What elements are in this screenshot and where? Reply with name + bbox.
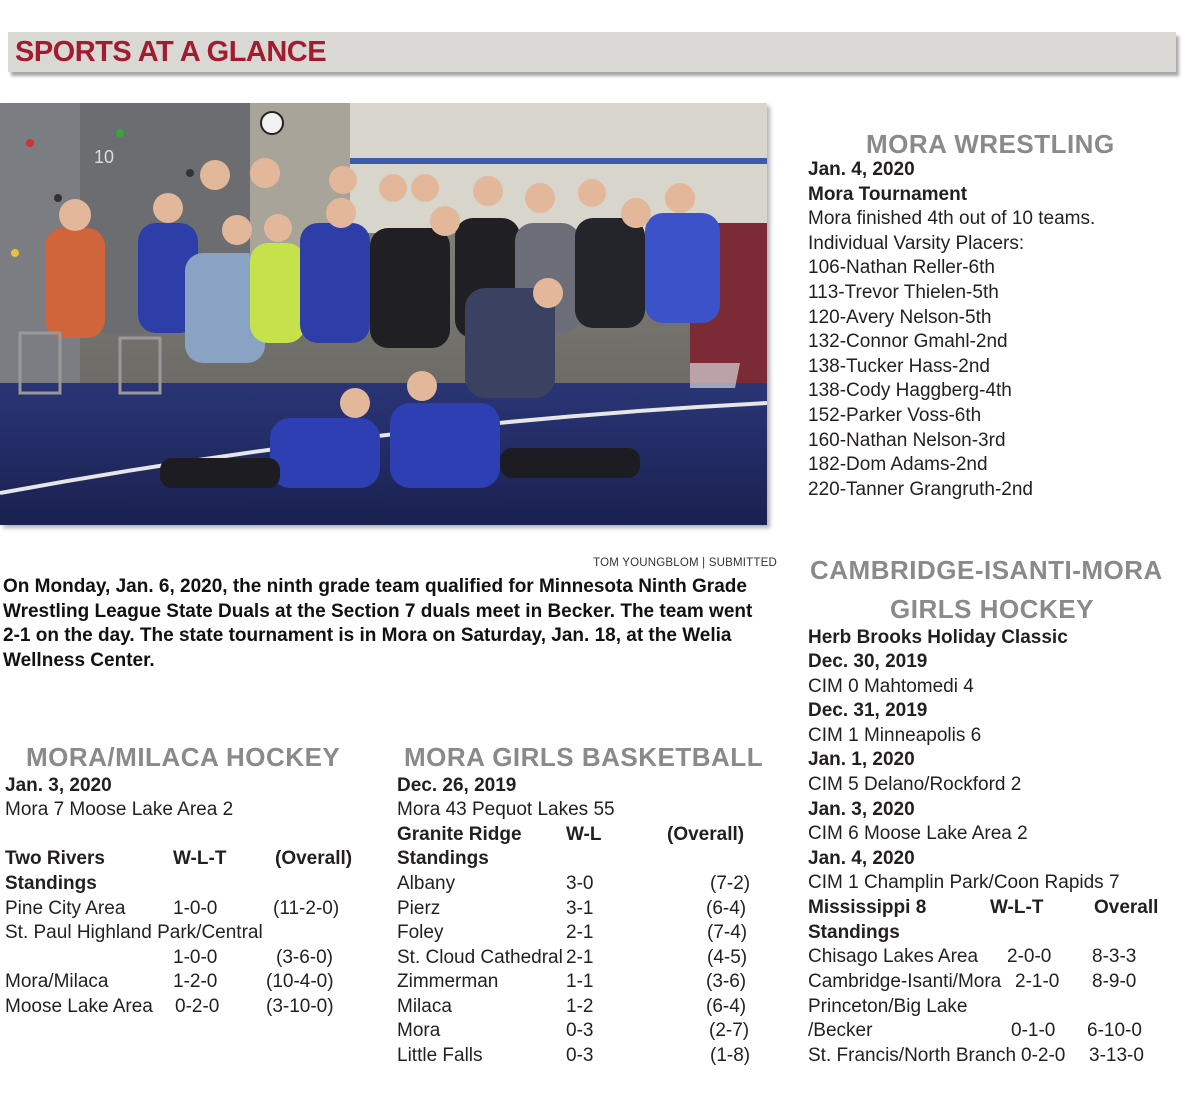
standings-overall: (11-2-0) <box>273 898 340 919</box>
standings-team: Pine City Area <box>5 898 126 919</box>
standings-team: St. Cloud Cathedral <box>397 947 563 968</box>
photo-caption: On Monday, Jan. 6, 2020, the ninth grade team qualified for Minnesota Ninth Grade Wrestling League State Duals at the Section 7 duals meet in Becker. The team went 2-1 on the day. The state tournament is in Mora on Saturday, Jan. 18, at the Welia Wellness Center. <box>3 576 753 671</box>
boys-hockey-result: Mora 7 Moose Lake Area 2 <box>5 799 234 820</box>
standings-overall: 8-3-3 <box>1092 946 1137 967</box>
section-banner <box>8 32 1176 72</box>
standings-record: 3-1 <box>566 898 594 919</box>
placer-item: 220-Tanner Grangruth-2nd <box>808 479 1033 500</box>
placer-item: 152-Parker Voss-6th <box>808 405 982 426</box>
boys-hockey-date: Jan. 3, 2020 <box>5 775 112 796</box>
placer-item: 160-Nathan Nelson-3rd <box>808 430 1006 451</box>
game-result: CIM 5 Delano/Rockford 2 <box>808 774 1022 795</box>
boys-hockey-standings-title: Two Rivers <box>5 848 105 869</box>
girls-hockey-title-line1: CAMBRIDGE-ISANTI-MORA <box>810 555 1163 585</box>
standings-team: Chisago Lakes Area <box>808 946 979 967</box>
basketball-record-header: W-L <box>566 824 602 845</box>
standings-overall: 3-13-0 <box>1089 1045 1144 1066</box>
boys-hockey-record-header: W-L-T <box>173 848 227 869</box>
placer-item: 120-Avery Nelson-5th <box>808 307 992 328</box>
standings-record: 0-3 <box>566 1045 594 1066</box>
basketball-result: Mora 43 Pequot Lakes 55 <box>397 799 615 820</box>
basketball-overall-header: (Overall) <box>667 824 745 845</box>
standings-record: 1-2 <box>566 996 594 1017</box>
girls-hockey-standings-title: Mississippi 8 <box>808 897 927 918</box>
game-date: Jan. 1, 2020 <box>808 749 915 770</box>
basketball-title: MORA GIRLS BASKETBALL <box>404 742 764 772</box>
placer-item: 138-Tucker Hass-2nd <box>808 356 990 377</box>
girls-hockey-standings-sub: Standings <box>808 922 900 943</box>
standings-team: /Becker <box>808 1020 873 1041</box>
wrestling-date: Jan. 4, 2020 <box>808 159 915 180</box>
wrestling-event: Mora Tournament <box>808 184 968 205</box>
girls-hockey-event: Herb Brooks Holiday Classic <box>808 627 1068 648</box>
placer-item: 138-Cody Haggberg-4th <box>808 380 1012 401</box>
standings-team: Mora <box>397 1020 441 1041</box>
wrestling-title: MORA WRESTLING <box>866 129 1115 159</box>
standings-team: Cambridge-Isanti/Mora <box>808 971 1002 992</box>
standings-overall: 8-9-0 <box>1092 971 1137 992</box>
standings-record: 2-1 <box>566 947 594 968</box>
standings-team: St. Francis/North Branch <box>808 1045 1017 1066</box>
boys-hockey-title: MORA/MILACA HOCKEY <box>26 742 341 772</box>
standings-record: 1-0-0 <box>173 947 218 968</box>
standings-team: St. Paul Highland Park/Central <box>5 922 263 943</box>
standings-overall: 6-10-0 <box>1087 1020 1142 1041</box>
basketball-date: Dec. 26, 2019 <box>397 775 517 796</box>
standings-record: 0-3 <box>566 1020 594 1041</box>
standings-record: 2-1 <box>566 922 594 943</box>
standings-record: 0-1-0 <box>1011 1020 1056 1041</box>
team-photo <box>0 103 767 525</box>
standings-record: 1-0-0 <box>173 898 218 919</box>
standings-overall: (3-6) <box>706 971 747 992</box>
standings-record: 3-0 <box>566 873 594 894</box>
standings-record: 2-1-0 <box>1015 971 1060 992</box>
standings-overall: (1-8) <box>710 1045 751 1066</box>
standings-team: Mora/Milaca <box>5 971 109 992</box>
standings-overall: (7-4) <box>707 922 748 943</box>
standings-overall: (3-10-0) <box>266 996 334 1017</box>
team-photo-illustration <box>0 103 767 525</box>
standings-team: Milaca <box>397 996 452 1017</box>
standings-team: Albany <box>397 873 456 894</box>
standings-record: 1-2-0 <box>173 971 218 992</box>
standings-team: Little Falls <box>397 1045 483 1066</box>
standings-team: Princeton/Big Lake <box>808 996 968 1017</box>
standings-record: 0-2-0 <box>1021 1045 1066 1066</box>
standings-overall: (10-4-0) <box>266 971 334 992</box>
game-result: CIM 6 Moose Lake Area 2 <box>808 823 1028 844</box>
standings-record: 2-0-0 <box>1007 946 1052 967</box>
standings-overall: (3-6-0) <box>276 947 334 968</box>
game-result: CIM 0 Mahtomedi 4 <box>808 676 974 697</box>
standings-team: Pierz <box>397 898 441 919</box>
basketball-standings-title: Granite Ridge <box>397 824 522 845</box>
standings-team: Moose Lake Area <box>5 996 153 1017</box>
girls-hockey-record-header: W-L-T <box>990 897 1044 918</box>
standings-team: Zimmerman <box>397 971 499 992</box>
standings-record: 0-2-0 <box>175 996 220 1017</box>
placer-item: 182-Dom Adams-2nd <box>808 454 988 475</box>
game-date: Dec. 30, 2019 <box>808 651 928 672</box>
svg-text:10: 10 <box>94 147 115 167</box>
boys-hockey-overall-header: (Overall) <box>275 848 353 869</box>
wrestling-placers-header: Individual Varsity Placers: <box>808 233 1025 254</box>
wrestling-summary: Mora finished 4th out of 10 teams. <box>808 208 1096 229</box>
placer-item: 132-Connor Gmahl-2nd <box>808 331 1008 352</box>
basketball-standings-sub: Standings <box>397 848 489 869</box>
game-date: Jan. 4, 2020 <box>808 848 915 869</box>
standings-overall: (4-5) <box>707 947 748 968</box>
girls-hockey-overall-header: Overall <box>1094 897 1159 918</box>
game-result: CIM 1 Champlin Park/Coon Rapids 7 <box>808 872 1120 893</box>
standings-record: 1-1 <box>566 971 594 992</box>
placer-item: 113-Trevor Thielen-5th <box>808 282 999 303</box>
banner-title: SPORTS AT A GLANCE <box>15 36 327 68</box>
standings-team: Foley <box>397 922 444 943</box>
game-date: Jan. 3, 2020 <box>808 799 915 820</box>
game-date: Dec. 31, 2019 <box>808 700 928 721</box>
game-result: CIM 1 Minneapolis 6 <box>808 725 982 746</box>
standings-overall: (7-2) <box>710 873 751 894</box>
standings-overall: (2-7) <box>709 1020 750 1041</box>
boys-hockey-standings-sub: Standings <box>5 873 97 894</box>
placer-item: 106-Nathan Reller-6th <box>808 257 995 278</box>
standings-overall: (6-4) <box>706 996 747 1017</box>
photo-credit: TOM YOUNGBLOM | SUBMITTED <box>593 557 777 569</box>
standings-overall: (6-4) <box>706 898 747 919</box>
girls-hockey-title-line2: GIRLS HOCKEY <box>890 594 1094 624</box>
